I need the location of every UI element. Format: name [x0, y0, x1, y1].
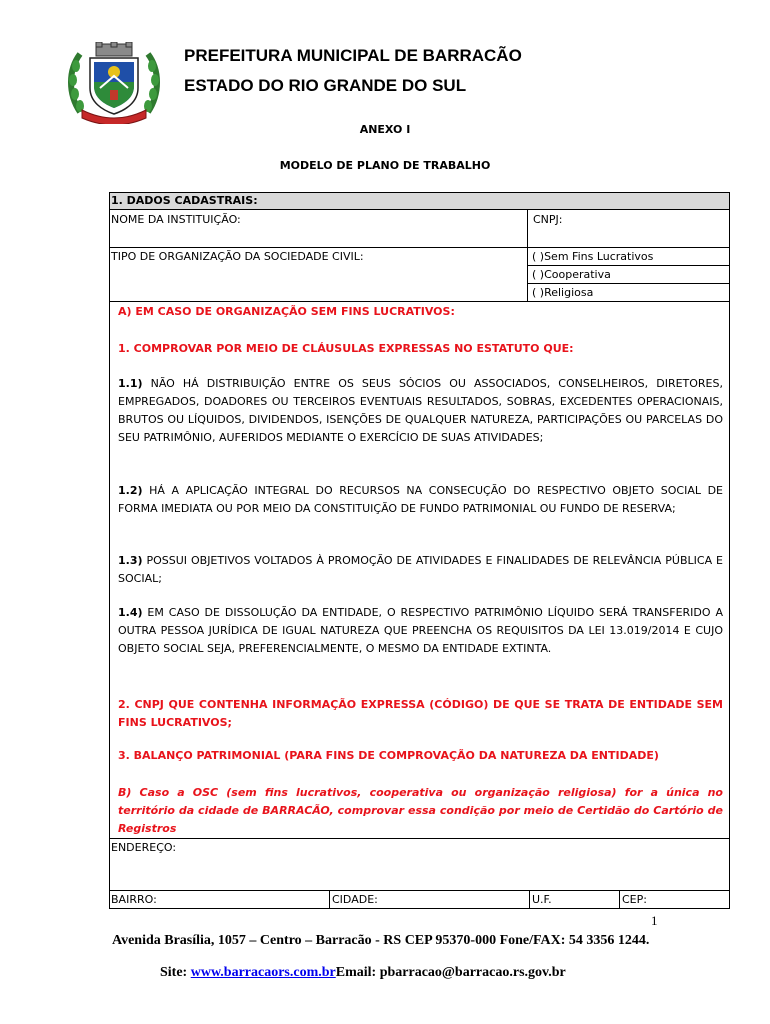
paragraph-1-1 — [118, 375, 723, 447]
document-title: MODELO DE PLANO DE TRABALHO — [279, 159, 491, 172]
item3-text: 3. BALANÇO PATRIMONIAL (PARA FINS DE COMPROVAÇÃO DA NATUREZA DA ENTIDADE) — [118, 749, 659, 762]
header-line-1: PREFEITURA MUNICIPAL DE BARRACÃO — [184, 46, 522, 65]
footer-contact — [160, 965, 566, 981]
paragraph-number: 1.3) — [118, 554, 143, 567]
cnpj-label: CNPJ: — [533, 213, 563, 226]
paragraph-text: POSSUI OBJETIVOS VOLTADOS À PROMOÇÃO DE ATIVIDADES E FINALIDADES DE RELEVÂNCIA PÚBLICA E SOCIAL; — [118, 554, 723, 585]
bairro-label: BAIRRO: — [111, 893, 157, 906]
uf-label: U.F. — [532, 893, 552, 906]
option-cooperativa[interactable]: ( )Cooperativa — [532, 268, 611, 281]
paragraph-number: 1.4) — [118, 606, 143, 619]
paragraph-text: EM CASO DE DISSOLUÇÃO DA ENTIDADE, O RESPECTIVO PATRIMÔNIO LÍQUIDO SERÁ TRANSFERIDO A OUTRA PESSOA JURÍDICA DE IGUAL NATUREZA QUE PREENCHA OS REQUISITOS DA LEI 13.019/2014 E CUJO OBJETO SOCIAL SEJA, PREFERENCIALMENTE, O MESMO DA ENTIDADE EXTINTA. — [118, 606, 723, 655]
section-title: 1. DADOS CADASTRAIS: — [111, 194, 258, 207]
row-divider — [109, 890, 730, 891]
item1-title: 1. COMPROVAR POR MEIO DE CLÁUSULAS EXPRESSAS NO ESTATUTO QUE: — [118, 342, 574, 355]
paragraph-number: 1.1) — [118, 377, 143, 390]
header-line-2: ESTADO DO RIO GRANDE DO SUL — [184, 76, 467, 95]
nome-label: NOME DA INSTITUIÇÃO: — [111, 213, 241, 226]
row-divider — [109, 838, 730, 839]
paragraph-text: NÃO HÁ DISTRIBUIÇÃO ENTRE OS SEUS SÓCIOS OU ASSOCIADOS, CONSELHEIROS, DIRETORES, EMPREGADOS, DOADORES OU TERCEIROS EVENTUAIS RESULTADOS, SOBRAS, EXCEDENTES OPERACIONAIS, BRUTOS OU LÍQUIDOS, DIVIDENDOS, ISENÇÕES DE QUALQUER NATUREZA, PARTICIPAÇÕES OU PARCELAS DO SEU PATRIMÔNIO, AUFERIDOS MEDIANTE O EXERCÍCIO DE SUAS ATIVIDADES; — [118, 377, 723, 444]
option-religiosa[interactable]: ( )Religiosa — [532, 286, 594, 299]
registration-form — [109, 192, 730, 909]
paragraph-text: HÁ A APLICAÇÃO INTEGRAL DO RECURSOS NA CONSECUÇÃO DO RESPECTIVO OBJETO SOCIAL DE FORMA IMEDIATA OU POR MEIO DA CONSTITUIÇÃO DE FUNDO PATRIMONIAL OU FUNDO DE RESERVA; — [118, 484, 723, 515]
item2-text: 2. CNPJ QUE CONTENHA INFORMAÇÃO EXPRESSA (CÓDIGO) DE QUE SE TRATA DE ENTIDADE SEM FINS LUCRATIVOS; — [118, 698, 723, 729]
col-divider — [619, 890, 620, 908]
table-border-top — [109, 192, 730, 193]
paragraph-1-3 — [118, 552, 723, 588]
paragraph-1-2 — [118, 482, 723, 518]
cidade-label: CIDADE: — [332, 893, 378, 906]
option-divider — [527, 283, 729, 284]
paragraph-number: 1.2) — [118, 484, 143, 497]
annex-title: ANEXO I — [359, 123, 411, 136]
paragraph-1-4 — [118, 604, 723, 658]
section-a-title: A) EM CASO DE ORGANIZAÇÃO SEM FINS LUCRATIVOS: — [118, 305, 455, 318]
footer-address: Avenida Brasília, 1057 – Centro – Barracão - RS CEP 95370-000 Fone/FAX: 54 3356 1244. — [112, 933, 650, 948]
page-number: 1 — [651, 913, 658, 928]
row-divider — [109, 209, 730, 210]
endereco-label: ENDEREÇO: — [111, 841, 177, 854]
municipal-crest-icon — [66, 42, 162, 124]
table-border-right — [729, 192, 730, 909]
row-divider — [109, 301, 730, 302]
site-label: Site: — [160, 965, 191, 980]
col-divider — [529, 890, 530, 908]
option-divider — [527, 265, 729, 266]
option-sem-fins[interactable]: ( )Sem Fins Lucrativos — [532, 250, 654, 263]
email-text: Email: pbarracao@barracao.rs.gov.br — [335, 965, 566, 980]
table-border-bottom — [109, 908, 730, 909]
site-link[interactable]: www.barracaors.com.br — [190, 965, 336, 980]
col-divider — [329, 890, 330, 908]
section-b-text: B) Caso a OSC (sem fins lucrativos, cooperativa ou organização religiosa) for a única no território da cidade de BARRACÃO, comprovar essa condição por meio de Certidão do Cartório de Registros — [118, 786, 723, 835]
row-divider — [109, 247, 730, 248]
cep-label: CEP: — [622, 893, 647, 906]
table-border-left — [109, 192, 110, 909]
col-divider — [527, 247, 528, 301]
tipo-label: TIPO DE ORGANIZAÇÃO DA SOCIEDADE CIVIL: — [111, 250, 364, 263]
col-divider — [527, 209, 528, 247]
